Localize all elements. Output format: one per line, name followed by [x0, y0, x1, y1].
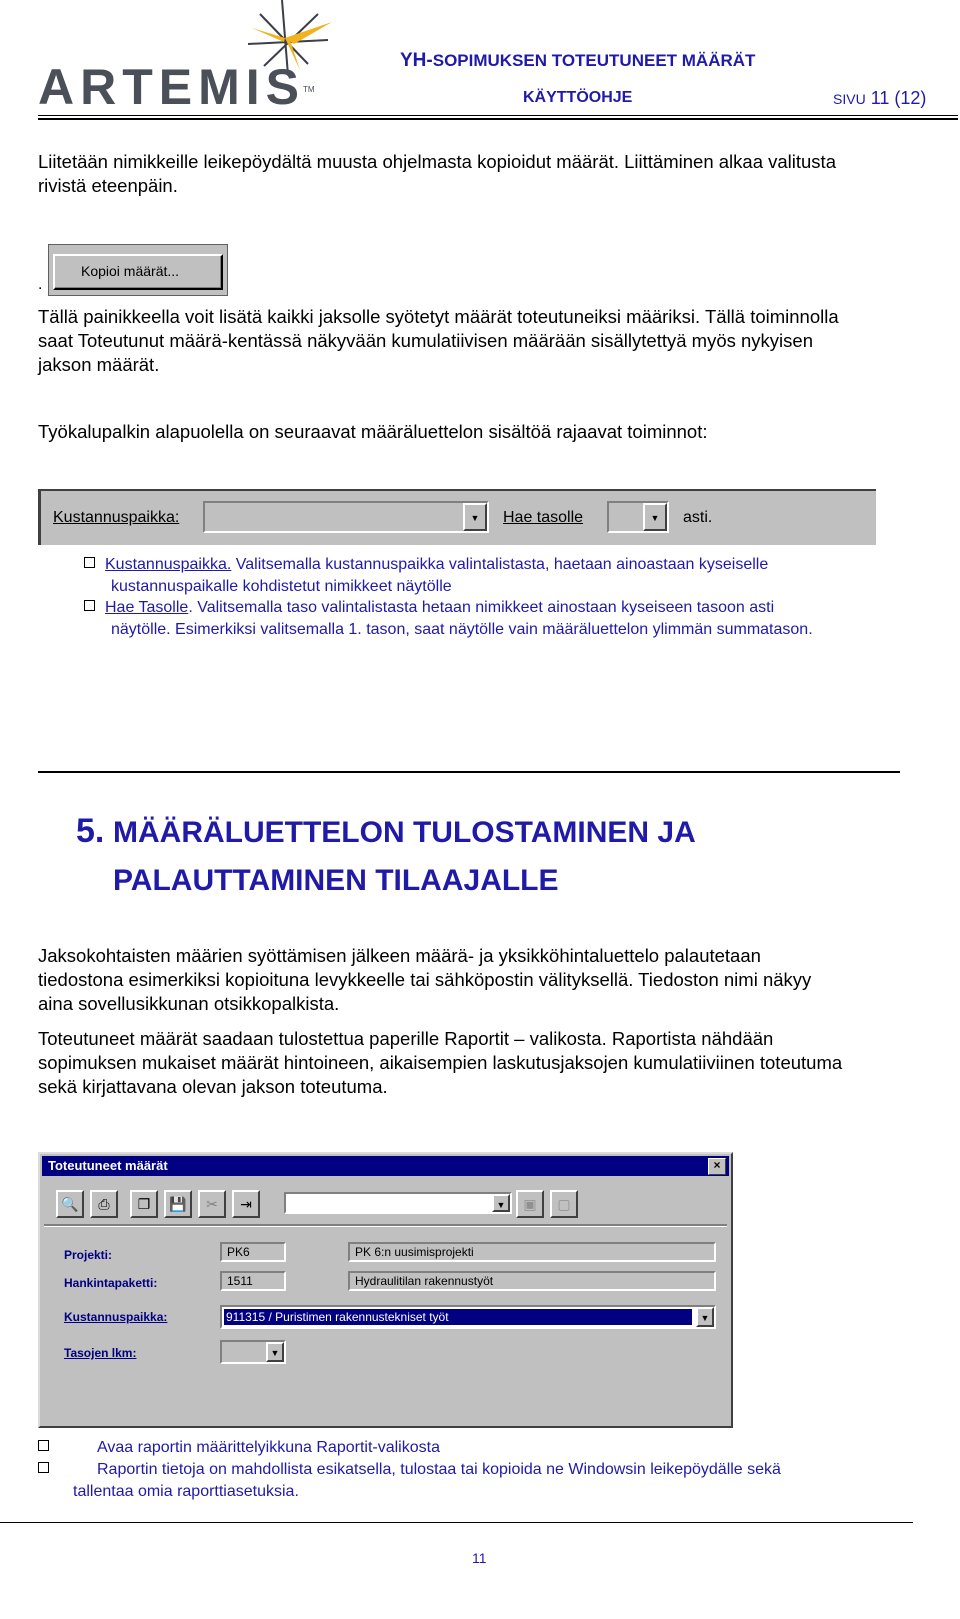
chevron-down-icon[interactable]: ▼: [463, 503, 487, 531]
save-icon[interactable]: 💾: [164, 1190, 192, 1218]
footer-rule: [0, 1522, 913, 1523]
window-divider: [44, 1224, 727, 1227]
package-name-field[interactable]: Hydraulitilan rakennustyöt: [348, 1271, 716, 1291]
chevron-down-icon[interactable]: ▼: [492, 1194, 510, 1212]
document-subtitle: KÄYTTÖOHJE: [523, 89, 633, 106]
paragraph-print: [38, 1027, 960, 1099]
paragraph-line: jakson määrät.: [38, 354, 160, 375]
section-title-line1: MÄÄRÄLUETTELON TULOSTAMINEN JA: [113, 816, 696, 849]
document-disabled-icon[interactable]: ▢: [550, 1190, 578, 1218]
title-prefix: YH-: [400, 50, 433, 71]
bullet-item-level: [84, 597, 944, 641]
cost-center-label: Kustannuspaikka:: [53, 509, 180, 526]
project-code-field[interactable]: PK6: [220, 1242, 286, 1262]
paragraph-toolbar-intro: Työkalupalkin alapuolella on seuraavat määräluettelon sisältöä rajaavat toiminnot:: [38, 421, 708, 442]
stray-dot: .: [38, 276, 43, 293]
toolbar-select[interactable]: [284, 1192, 512, 1214]
page-value: 11 (12): [870, 88, 927, 108]
print-preview-icon[interactable]: 🔍: [56, 1190, 84, 1218]
cut-icon[interactable]: ✂: [198, 1190, 226, 1218]
footer-page-number: 11: [472, 1550, 487, 1566]
bullet-item-report-preview: [38, 1459, 918, 1503]
bullet-text: kustannuspaikalle kohdistetut nimikkeet näytölle: [111, 578, 452, 595]
level-select[interactable]: [607, 501, 669, 533]
paragraph-paste: [38, 150, 960, 198]
title-rest: SOPIMUKSEN TOTEUTUNEET MÄÄRÄT: [432, 51, 756, 70]
section-number: 5.: [76, 812, 105, 850]
checkbox-bullet-icon: [84, 600, 95, 611]
paragraph-line: Tällä painikkeella voit lisätä kaikki jaksolle syötetyt määrät toteutuneiksi määriksi. Tällä toiminnolla: [38, 306, 839, 327]
copy-amounts-button[interactable]: Kopioi määrät...: [53, 254, 223, 290]
bullet-term: Kustannuspaikka.: [105, 556, 232, 573]
window-titlebar: [42, 1156, 729, 1176]
toteutuneet-window: [38, 1152, 733, 1428]
level-label: Hae tasolle: [503, 509, 584, 526]
header-rule-thick: [38, 118, 958, 120]
levels-select[interactable]: [220, 1340, 286, 1364]
document-title: [400, 50, 755, 72]
section-rule: [38, 771, 900, 773]
bullet-text: Raportin tietoja on mahdollista esikatsella, tulostaa tai kopioida ne Windowsin leikepöydälle sekä: [97, 1461, 781, 1478]
filter-toolbar: [38, 489, 876, 545]
exit-icon[interactable]: ⇥: [232, 1190, 260, 1218]
bullet-text: . Valitsemalla taso valintalistasta hetaan nimikkeet ainostaan kyseiseen tasoon asti: [188, 599, 775, 616]
cost-center-select[interactable]: [203, 501, 489, 533]
section-title-line2: PALAUTTAMINEN TILAAJALLE: [113, 864, 559, 897]
checkbox-bullet-icon: [38, 1462, 49, 1473]
close-icon[interactable]: ×: [708, 1158, 726, 1175]
checkbox-bullet-icon: [84, 557, 95, 568]
window-title: Toteutuneet määrät: [48, 1158, 168, 1173]
paragraph-copy-info: [38, 305, 960, 377]
bullet-text: näytölle. Esimerkiksi valitsemalla 1. tason, saat näytölle vain määräluettelon ylimmän summatason.: [111, 621, 813, 638]
chevron-down-icon[interactable]: ▼: [643, 503, 667, 531]
cost-center-window-label: Kustannuspaikka:: [64, 1310, 168, 1324]
paragraph-line: saat Toteutunut määrä-kentässä näkyvään kumulatiivisen määrään sisällytettyä myös nykyisen: [38, 330, 813, 351]
paragraph-line: rivistä eteenpäin.: [38, 175, 178, 196]
print-icon[interactable]: ⎙: [90, 1190, 118, 1218]
paragraph-line: Jaksokohtaisten määrien syöttämisen jälkeen määrä- ja yksikköhintaluettelo palautetaan: [38, 945, 761, 966]
paragraph-line: sekä kirjattavana olevan jakson toteutuma.: [38, 1076, 388, 1097]
header-rule: [38, 115, 958, 116]
paragraph-return: [38, 944, 960, 1016]
package-label: Hankintapaketti:: [64, 1276, 158, 1290]
cost-center-selected: 911315 / Puristimen rakennustekniset työt: [224, 1309, 692, 1325]
paragraph-line: sopimuksen mukaiset määrät hintoineen, aikaisempien laskutusjaksojen kumulatiiviinen toteutuma: [38, 1052, 843, 1073]
bullet-text: Valitsemalla kustannuspaikka valintalistasta, haetaan ainoastaan kyseiselle: [231, 556, 769, 573]
paragraph-line: tiedostona esimerkiksi kopioituna levykkeelle tai sähköpostin välityksellä. Tiedoston nimi näkyy: [38, 969, 812, 990]
project-label: Projekti:: [64, 1248, 113, 1262]
page-label: SIVU: [833, 91, 866, 107]
artemis-logo-text: ARTEMIS: [38, 59, 305, 115]
levels-label: Tasojen lkm:: [64, 1346, 137, 1360]
paragraph-line: Toteutuneet määrät saadaan tulostettua paperille Raportit – valikosta. Raportista nähdään: [38, 1028, 774, 1049]
copy-icon[interactable]: ❐: [130, 1190, 158, 1218]
chevron-down-icon[interactable]: ▼: [266, 1342, 284, 1362]
bullet-item-report-open: [38, 1437, 918, 1459]
package-code-field[interactable]: 1511: [220, 1271, 286, 1291]
level-suffix: asti.: [683, 509, 713, 526]
paragraph-line: aina sovellusikkunan otsikkopalkista.: [38, 993, 340, 1014]
bullet-text: tallentaa omia raporttiasetuksia.: [73, 1483, 299, 1500]
save-disabled-icon[interactable]: ▣: [516, 1190, 544, 1218]
project-name-field[interactable]: PK 6:n uusimisprojekti: [348, 1242, 716, 1262]
chevron-down-icon[interactable]: ▼: [696, 1307, 714, 1327]
page-indicator: [833, 88, 926, 109]
bullet-item-cost-center: [84, 554, 944, 598]
checkbox-bullet-icon: [38, 1440, 49, 1451]
bullet-term: Hae Tasolle: [105, 599, 189, 616]
paragraph-line: Liitetään nimikkeille leikepöydältä muusta ohjelmasta kopioidut määrät. Liittäminen alkaa valitusta: [38, 151, 836, 172]
logo-trademark: TM: [303, 85, 315, 94]
cost-center-window-select[interactable]: [220, 1305, 716, 1329]
bullet-text: Avaa raportin määrittelyikkuna Raportit-valikosta: [97, 1439, 440, 1456]
